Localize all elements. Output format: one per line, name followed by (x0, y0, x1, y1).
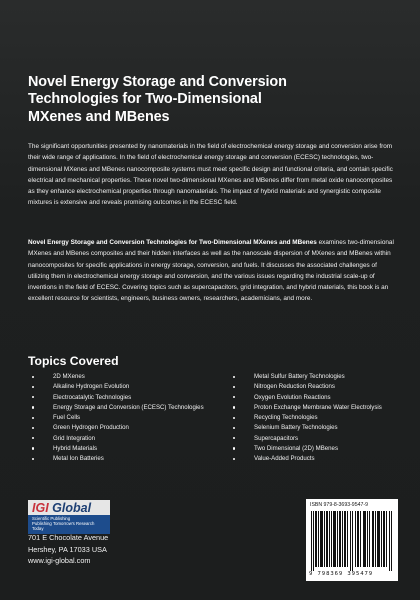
title-line: Technologies for Two-Dimensional (28, 91, 262, 108)
logo-global: Global (52, 501, 92, 515)
topic-item: Proton Exchange Membrane Water Electrolysis (231, 403, 416, 413)
topic-item: Supercapacitors (231, 434, 416, 444)
topics-list-left (30, 372, 215, 464)
topic-item: Oxygen Evolution Reactions (231, 393, 416, 403)
topic-item: Hybrid Materials (30, 444, 215, 454)
topic-item: 2D MXenes (30, 372, 215, 382)
description-text: examines two-dimensional MXenes and MBenes composites and their hidden interfaces as well as the nanoscale dispersion of MXenes and MBenes within nanocomposites for specific applications in energy storage, conversion, and fuels. It discusses the associated challenges of utilizing them in electrochemical energy storage and conversion, and the various issues regarding the industrial scale-up of inventions in the field of ECESC. Covering topics such as supercapacitors, grid integration, and hybrid materials, this book is an excellent resource for scientists, engineers, business owners, researchers, academicians, and more. (28, 239, 394, 303)
publisher-logo (28, 500, 110, 534)
topic-item: Grid Integration (30, 434, 215, 444)
publisher-address (28, 532, 108, 567)
logo-slogan: Publishing Tomorrow's Research Today (32, 521, 95, 532)
barcode-icon (310, 511, 394, 571)
publisher-website: www.igi-global.com (28, 556, 91, 566)
topics-heading: Topics Covered (28, 354, 119, 368)
topic-item: Alkaline Hydrogen Evolution (30, 382, 215, 392)
isbn-barcode (306, 499, 398, 581)
description-paragraph-2 (28, 237, 394, 305)
topic-item: Selenium Battery Technologies (231, 423, 416, 433)
topic-item: Metal Ion Batteries (30, 454, 215, 464)
book-title-inline: Novel Energy Storage and Conversion Technologies for Two-Dimensional MXenes and MBenes (28, 239, 317, 246)
address-street: 701 E Chocolate Avenue (28, 533, 109, 542)
topic-item: Energy Storage and Conversion (ECESC) Technologies (30, 403, 215, 413)
book-title (28, 74, 392, 126)
address-city: Hershey, PA 17033 USA (28, 544, 107, 554)
logo-subtitle: Scientific Publishing (32, 516, 71, 521)
topic-item: Green Hydrogen Production (30, 423, 215, 433)
topic-item: Recycling Technologies (231, 413, 416, 423)
topic-item: Nitrogen Reduction Reactions (231, 382, 416, 392)
topic-item: Fuel Cells (30, 413, 215, 423)
topic-item: Value-Added Products (231, 454, 416, 464)
topic-item: Electrocatalytic Technologies (30, 393, 215, 403)
description-paragraph-1: The significant opportunities presented by nanomaterials in the field of electrochemical energy storage and conversion arise from their wide range of applications. In the field of electrochemical energy storage and conversion (ECESC) technologies, two-dimensional MXenes and MBenes nanocomposite systems must meet specific design and functional criteria, and contain specific electrical and mechanical properties. These novel two-dimensional MXenes and MBenes differ from metal oxide nanocomposites as they enhance electrochemical properties through nanomaterials. The impact of hybrid materials and synergistic composite mixtures is extensive and reveals promising outcomes in the ECESC field. (28, 143, 393, 207)
title-line: Novel Energy Storage and Conversion (28, 74, 287, 90)
topic-item: Metal Sulfur Battery Technologies (231, 372, 416, 382)
logo-tagline (28, 515, 110, 534)
topic-item: Two Dimensional (2D) MBenes (231, 444, 416, 454)
topics-list-right (231, 372, 416, 464)
title-line: MXenes and MBenes (28, 108, 170, 125)
barcode-digits: 9 798369 395479 (309, 571, 374, 577)
isbn-label: ISBN 979-8-3693-9547-9 (310, 502, 368, 508)
logo-wordmark (28, 500, 110, 515)
logo-igi: IGI (32, 501, 49, 515)
